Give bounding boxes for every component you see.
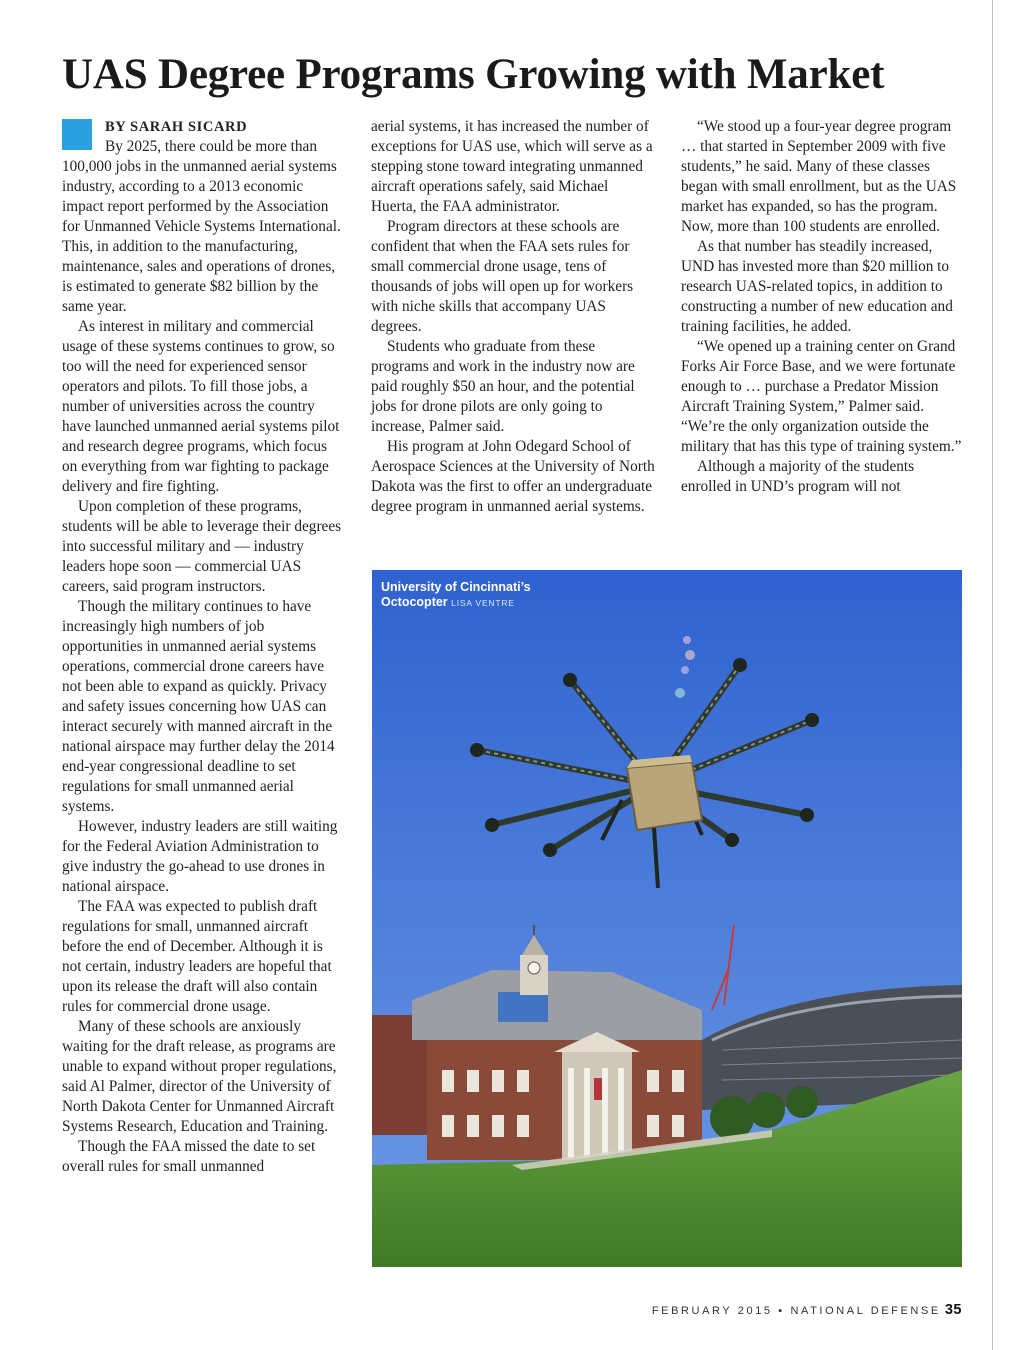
paragraph: Though the military continues to have increasingly high numbers of job opportunities in unmanned aerial systems operations, commercial drone careers have not been able to expand as quickly. Privacy and safety issues concerning how UAS can interact securely with manned aircraft in the national airspace may further delay the 2014 end-year congressional deadline to set regulations for small unmanned aerial systems. — [62, 598, 335, 815]
paragraph: Upon completion of these programs, students will be able to leverage their degrees into successful military and — industry leaders hope soon — commercial UAS careers, said program instructors. — [62, 498, 342, 595]
paragraph: Students who graduate from these programs and work in the industry now are paid roughly $50 an hour, and the potential jobs for drone pilots are only going to increase, Palmer said. — [371, 338, 635, 435]
text-column-2 — [371, 117, 655, 517]
paragraph: As interest in military and commercial usage of these systems continues to grow, so too will the need for experienced sensor operators and pilots. To fill those jobs, a number of universities across the country have launched unmanned aerial systems pilot and research degree programs, which focus on everything from war fighting to package delivery and fire fighting. — [62, 318, 340, 495]
paragraph: However, industry leaders are still waiting for the Federal Aviation Administration to give industry the go-ahead to use drones in national airspace. — [62, 818, 338, 895]
paragraph: “We stood up a four-year degree program … that started in September 2009 with five students,” he said. Many of these classes began with small enrollment, but as the UAS market has expanded, so has the program. Now, more than 100 students are enrolled. — [681, 118, 957, 235]
paragraph: His program at John Odegard School of Aerospace Sciences at the University of North Dakota was the first to offer an undergraduate degree program in unmanned aerial systems. — [371, 438, 655, 515]
page-footer — [652, 1302, 962, 1318]
paragraph-text: By 2025, there could be more than 100,000 jobs in the unmanned aerial systems industry, according to a 2013 economic impact report performed by the Association for Unmanned Vehicle Systems International. This, in addition to the manufacturing, maintenance, sales and operations of drones, is estimated to generate $82 billion by the same year. — [62, 138, 341, 315]
octocopter-photo — [372, 570, 962, 1267]
byline: BY SARAH SICARD — [105, 119, 248, 135]
footer-publication: FEBRUARY 2015 ▪ NATIONAL DEFENSE — [651, 1305, 941, 1317]
text-column-3 — [681, 117, 963, 497]
photo-credit: LISA VENTRE — [451, 598, 515, 608]
paragraph — [62, 137, 344, 317]
caption-subject: Octocopter — [381, 595, 448, 609]
article-title: UAS Degree Programs Growing with Market — [62, 51, 885, 98]
paragraph: As that number has steadily increased, UND has invested more than $20 million to research UAS-related topics, in addition to constructing a number of new education and training facilities, he added. — [681, 238, 953, 335]
paragraph: Many of these schools are anxiously waiting for the draft release, as programs are unable to expand without proper regulations, said Al Palmer, director of the University of North Dakota Center for Unmanned Aircraft Systems Research, Education and Training. — [62, 1018, 337, 1135]
photo-caption — [381, 580, 531, 611]
paragraph: Although a majority of the students enrolled in UND’s program will not — [681, 458, 915, 495]
page-number: 35 — [944, 1302, 962, 1318]
caption-line-1: University of Cincinnati’s — [381, 580, 531, 594]
paragraph: The FAA was expected to publish draft regulations for small, unmanned aircraft before the end of December. Although it is not certain, industry leaders are hopeful that upon its release the draft will also contain rules for commercial drone usage. — [62, 898, 332, 1015]
page-edge-line — [992, 0, 993, 1350]
paragraph: Program directors at these schools are confident that when the FAA sets rules for small commercial drone usage, tens of thousands of jobs will open up for workers with niche skills that accompany UAS degrees. — [371, 218, 634, 335]
paragraph: “We opened up a training center on Grand Forks Air Force Base, and we were fortunate enough to … purchase a Predator Mission Aircraft Training System,” Palmer said. “We’re the only organization outside the military that has this type of training system.” — [681, 338, 962, 455]
paragraph: Though the FAA missed the date to set overall rules for small unmanned — [62, 1138, 316, 1175]
caption-line-2 — [381, 595, 531, 611]
paragraph: aerial systems, it has increased the number of exceptions for UAS use, which will serve as a stepping stone toward integrating unmanned aircraft operations safely, said Michael Huerta, the FAA administrator. — [371, 118, 653, 215]
photo-illustration — [372, 570, 962, 1267]
text-column-1 — [62, 117, 344, 1177]
